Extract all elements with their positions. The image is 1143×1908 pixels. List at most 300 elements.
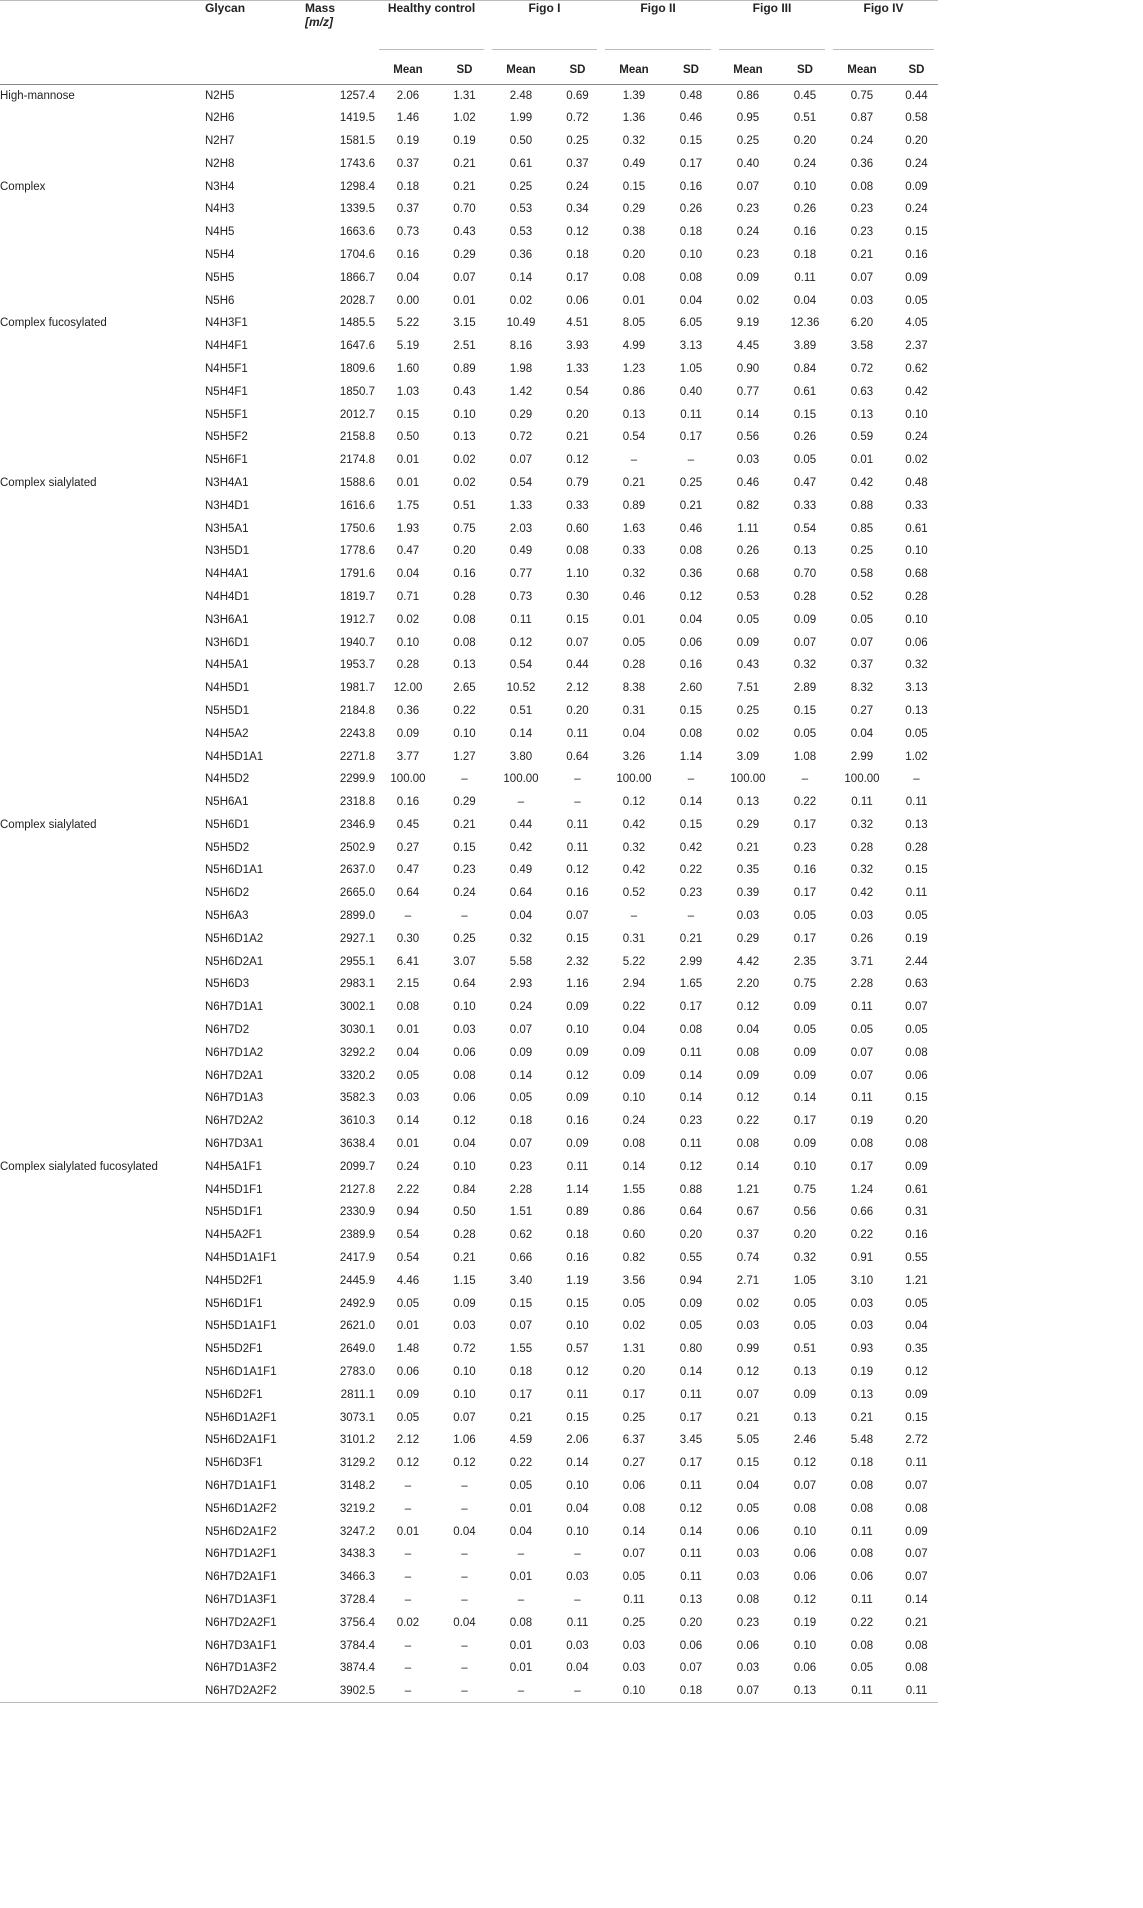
- glycan-cell: N4H5A1: [205, 659, 249, 672]
- category-cell: [0, 1634, 205, 1657]
- figo-iv-mean-cell: 0.63: [850, 385, 874, 398]
- healthy-control-mean-cell: 4.46: [396, 1274, 420, 1287]
- healthy-control-mean-cell: 0.36: [396, 704, 420, 717]
- figo-i-mean-cell: 0.18: [509, 1115, 533, 1128]
- category-cell: [0, 494, 205, 517]
- figo-ii-mean-cell: 0.08: [622, 1502, 646, 1515]
- figo-iii-sd-cell: 0.33: [793, 499, 817, 512]
- figo-iii-sd-cell: 0.10: [793, 180, 817, 193]
- figo-i-sd-cell: 0.33: [566, 499, 589, 512]
- figo-i-mean-cell: 0.02: [509, 294, 533, 307]
- glycan-cell: N4H5D1A1: [205, 750, 264, 763]
- sd-header: SD: [895, 56, 938, 84]
- figo-ii-mean-cell: 0.01: [622, 613, 646, 626]
- table-row: [0, 1224, 938, 1247]
- category-cell: [0, 836, 205, 859]
- table-row: [0, 540, 938, 563]
- glycan-cell: N3H4: [205, 180, 235, 193]
- figo-i-sd-cell: 0.10: [566, 1024, 589, 1037]
- table-row: [0, 1292, 938, 1315]
- figo-iv-mean-cell: 0.11: [851, 1525, 873, 1538]
- figo-iv-sd-cell: 0.28: [905, 841, 928, 854]
- figo-iii-mean-cell: 0.68: [736, 568, 760, 581]
- figo-iii-sd-cell: 0.11: [794, 271, 816, 284]
- glycan-cell: N4H4A1: [205, 568, 249, 581]
- figo-i-sd-cell: 0.12: [566, 864, 589, 877]
- category-cell: [0, 654, 205, 677]
- figo-ii-sd-cell: 0.10: [679, 248, 703, 261]
- figo-i-sd-cell: 0.16: [566, 887, 589, 900]
- category-cell: [0, 1178, 205, 1201]
- figo-i-sd-cell: 0.24: [566, 180, 589, 193]
- figo-ii-mean-cell: 0.33: [622, 545, 646, 558]
- healthy-control-mean-cell: –: [404, 1548, 412, 1561]
- figo-i-sd-cell: 0.15: [566, 932, 589, 945]
- figo-ii-mean-cell: 0.38: [622, 226, 646, 239]
- figo-iv-mean-cell: 0.28: [850, 841, 874, 854]
- figo-iv-mean-cell: 0.05: [850, 1024, 874, 1037]
- glycan-cell: N3H4D1: [205, 499, 250, 512]
- figo-i-mean-cell: 0.05: [509, 1480, 533, 1492]
- category-cell: [0, 608, 205, 631]
- healthy-control-mean-cell: 0.37: [396, 157, 420, 170]
- figo-i-mean-cell: 0.61: [509, 157, 533, 170]
- healthy-control-sd-cell: 1.15: [453, 1274, 476, 1287]
- figo-iii-sd-cell: 0.13: [793, 1366, 817, 1379]
- figo-i-sd-cell: 0.16: [566, 1115, 589, 1128]
- healthy-control-mean-cell: 0.24: [396, 1160, 420, 1173]
- figo-ii-sd-cell: 0.11: [680, 1046, 702, 1059]
- figo-iv-mean-cell: 1.24: [850, 1183, 874, 1196]
- figo-iii-mean-cell: 0.46: [736, 476, 760, 489]
- figo-iv-sd-cell: 0.42: [905, 385, 928, 398]
- category-cell: Complex sialylated fucosylated: [0, 1160, 158, 1173]
- category-cell: [0, 745, 205, 768]
- figo-ii-sd-cell: 0.17: [679, 1457, 703, 1470]
- figo-i-sd-cell: 0.30: [566, 590, 589, 603]
- glycan-cell: N3H5A1: [205, 522, 249, 535]
- figo-i-mean-cell: 0.07: [509, 454, 533, 467]
- healthy-control-sd-cell: 0.21: [453, 180, 476, 193]
- table-row: [0, 1566, 938, 1589]
- figo-iii-mean-cell: 0.35: [736, 864, 760, 877]
- glycan-cell: N5H4F1: [205, 385, 248, 398]
- category-cell: [0, 1315, 205, 1338]
- figo-iv-mean-cell: 3.71: [850, 955, 874, 968]
- figo-iii-sd-cell: 0.13: [781, 1680, 829, 1703]
- figo-i-mean-cell: 0.77: [509, 568, 533, 581]
- table-row: [0, 973, 938, 996]
- mass-cell: 1339.5: [339, 203, 375, 216]
- table-row: [0, 1406, 938, 1429]
- figo-iv-sd-cell: 0.11: [895, 1680, 938, 1703]
- glycan-cell: N5H5D1F1: [205, 1206, 263, 1219]
- category-cell: [0, 289, 205, 312]
- category-cell: [0, 540, 205, 563]
- healthy-control-mean-cell: 0.08: [396, 1001, 420, 1014]
- mass-cell: 2028.7: [339, 294, 375, 307]
- figo-i-mean-cell: 0.04: [509, 910, 533, 923]
- healthy-control-sd-cell: 0.02: [453, 476, 476, 489]
- figo-ii-sd-cell: 0.17: [679, 157, 703, 170]
- mass-cell: 2955.1: [339, 955, 375, 968]
- figo-iv-sd-cell: 0.14: [905, 1593, 928, 1606]
- healthy-control-mean-cell: 6.41: [396, 955, 420, 968]
- mass-cell: 2899.0: [339, 910, 375, 923]
- figo-iii-mean-cell: 0.23: [736, 203, 760, 216]
- mass-cell: 2649.0: [339, 1343, 375, 1356]
- figo-ii-mean-cell: 0.03: [622, 1639, 646, 1652]
- figo-iv-sd-cell: 0.33: [905, 499, 928, 512]
- figo-ii-sd-cell: 2.60: [679, 682, 703, 695]
- healthy-control-mean-cell: 0.47: [396, 545, 420, 558]
- table-row: [0, 244, 938, 267]
- category-cell: [0, 380, 205, 403]
- figo-ii-mean-cell: 0.20: [622, 1366, 646, 1379]
- glycan-cell: N6H7D3A1: [205, 1138, 264, 1151]
- healthy-control-mean-cell: 0.09: [396, 1388, 420, 1401]
- category-cell: [0, 1452, 205, 1475]
- figo-iv-mean-cell: 0.21: [850, 1411, 874, 1424]
- healthy-control-mean-cell: 2.15: [396, 978, 420, 991]
- figo-iv-mean-cell: 0.11: [851, 1001, 873, 1014]
- table-row: [0, 426, 938, 449]
- figo-i-mean-cell: 0.73: [509, 590, 533, 603]
- mass-cell: 3874.4: [339, 1662, 375, 1675]
- figo-iii-sd-cell: 0.09: [793, 1138, 817, 1151]
- figo-i-mean-cell: 0.01: [509, 1639, 533, 1652]
- table-row: [0, 1155, 938, 1178]
- table-row: [0, 722, 938, 745]
- figo-iv-mean-cell: 0.37: [850, 659, 874, 672]
- figo-ii-mean-cell: 0.82: [622, 1252, 646, 1265]
- figo-iii-mean-cell: 100.00: [730, 773, 766, 786]
- figo-iii-mean-cell: 0.04: [736, 1024, 760, 1037]
- figo-ii-sd-cell: 2.99: [679, 955, 703, 968]
- figo-ii-sd-cell: 0.20: [679, 1616, 703, 1629]
- figo-iv-mean-cell: 0.01: [850, 454, 874, 467]
- figo-iv-sd-cell: 0.19: [905, 932, 928, 945]
- figo-ii-mean-cell: 0.14: [622, 1525, 646, 1538]
- figo-ii-sd-cell: 0.23: [679, 1115, 703, 1128]
- healthy-control-sd-cell: 0.13: [453, 659, 476, 672]
- healthy-control-mean-cell: 0.01: [396, 476, 420, 489]
- figo-iii-mean-cell: 0.06: [736, 1525, 760, 1538]
- figo-i-sd-cell: 0.15: [566, 1411, 589, 1424]
- table-row: [0, 403, 938, 426]
- mass-cell: 2389.9: [339, 1229, 375, 1242]
- figo-iii-sd-cell: 0.20: [793, 1229, 817, 1242]
- glycan-cell: N5H6D1F1: [205, 1297, 263, 1310]
- table-row: [0, 1497, 938, 1520]
- figo-iii-sd-cell: 0.06: [793, 1571, 817, 1584]
- figo-ii-mean-cell: 0.06: [622, 1480, 646, 1492]
- figo-iii-sd-cell: –: [801, 773, 809, 786]
- figo-iii-sd-cell: 0.10: [793, 1525, 817, 1538]
- figo-iii-sd-cell: 0.13: [793, 1411, 817, 1424]
- figo-iv-mean-cell: 0.59: [850, 431, 874, 444]
- figo-iii-mean-cell: 0.22: [736, 1115, 760, 1128]
- figo-ii-mean-cell: 0.32: [622, 568, 646, 581]
- figo-i-mean-cell: –: [517, 796, 525, 809]
- healthy-control-sd-cell: 0.07: [453, 1411, 476, 1424]
- figo-iii-sd-cell: 12.36: [790, 317, 820, 330]
- table-row: [0, 745, 938, 768]
- healthy-control-mean-cell: 0.05: [396, 1411, 420, 1424]
- figo-i-mean-cell: 0.04: [509, 1525, 533, 1538]
- healthy-control-sd-cell: 0.51: [453, 499, 476, 512]
- healthy-control-mean-cell: –: [404, 1571, 412, 1584]
- table-row: [0, 335, 938, 358]
- table-row: [0, 1315, 938, 1338]
- figo-i-mean-cell: –: [517, 1548, 525, 1561]
- figo-ii-sd-cell: 0.04: [679, 294, 703, 307]
- figo-ii-mean-cell: 0.15: [622, 180, 646, 193]
- mass-cell: 2318.8: [339, 796, 375, 809]
- figo-ii-mean-cell: 0.42: [622, 864, 646, 877]
- table-row: [0, 631, 938, 654]
- table-row: [0, 1247, 938, 1270]
- figo-ii-sd-cell: 0.08: [679, 545, 703, 558]
- glycan-cell: N6H7D1A3F2: [205, 1662, 277, 1675]
- group-header-healthy-control: Healthy control: [375, 1, 488, 56]
- category-cell: [0, 107, 205, 130]
- figo-ii-mean-cell: 0.46: [622, 590, 646, 603]
- figo-iv-sd-cell: 0.07: [905, 1480, 928, 1492]
- figo-i-mean-cell: 2.03: [509, 522, 533, 535]
- figo-iii-sd-cell: 0.17: [793, 887, 817, 900]
- table-body: [0, 84, 938, 1703]
- figo-i-sd-cell: –: [574, 773, 581, 786]
- table-row: [0, 700, 938, 723]
- healthy-control-sd-cell: 0.08: [453, 1069, 476, 1082]
- healthy-control-sd-cell: 0.12: [453, 1115, 476, 1128]
- figo-iv-sd-cell: 0.09: [905, 1160, 928, 1173]
- figo-i-sd-cell: 0.89: [566, 1206, 589, 1219]
- figo-ii-sd-cell: 0.46: [679, 522, 703, 535]
- figo-iv-sd-cell: 0.13: [905, 818, 928, 831]
- figo-ii-mean-cell: 0.17: [622, 1388, 646, 1401]
- figo-iv-mean-cell: 0.22: [850, 1229, 874, 1242]
- glycan-cell: N5H6D1A2F1: [205, 1411, 277, 1424]
- figo-iii-mean-cell: 0.03: [736, 454, 760, 467]
- figo-i-mean-cell: 0.44: [509, 818, 533, 831]
- figo-i-mean-cell: 4.59: [509, 1434, 533, 1447]
- mass-cell: 3002.1: [339, 1001, 375, 1014]
- category-cell: [0, 244, 205, 267]
- figo-iv-mean-cell: 6.20: [850, 317, 874, 330]
- mean-header: Mean: [601, 56, 667, 84]
- figo-i-mean-cell: 10.49: [506, 317, 536, 330]
- figo-i-sd-cell: –: [554, 1680, 601, 1703]
- glycan-cell: N5H6D2: [205, 887, 250, 900]
- figo-ii-sd-cell: 0.42: [679, 841, 703, 854]
- mean-header: Mean: [715, 56, 781, 84]
- glycan-cell: N5H6D1A1F1: [205, 1366, 277, 1379]
- category-cell: [0, 426, 205, 449]
- figo-i-sd-cell: 0.11: [566, 818, 589, 831]
- figo-ii-mean-cell: 0.89: [622, 499, 646, 512]
- figo-ii-mean-cell: 0.54: [622, 431, 646, 444]
- figo-ii-sd-cell: 0.94: [679, 1274, 703, 1287]
- figo-i-sd-cell: 0.18: [566, 248, 589, 261]
- figo-i-sd-cell: 0.34: [566, 203, 589, 216]
- figo-iv-sd-cell: 0.10: [905, 408, 928, 421]
- mass-cell: 1809.6: [339, 362, 375, 375]
- healthy-control-mean-cell: –: [404, 1480, 412, 1492]
- figo-ii-sd-cell: 0.06: [679, 636, 703, 649]
- figo-iii-mean-cell: 0.77: [736, 385, 760, 398]
- healthy-control-sd-cell: 0.21: [453, 1252, 476, 1265]
- glycan-cell: N6H7D2A2: [205, 1115, 264, 1128]
- figo-i-mean-cell: 3.40: [509, 1274, 533, 1287]
- healthy-control-sd-cell: 0.10: [453, 727, 476, 740]
- mass-cell: 2243.8: [339, 727, 375, 740]
- mass-cell: 2983.1: [339, 978, 375, 991]
- figo-iii-sd-cell: 0.56: [793, 1206, 817, 1219]
- healthy-control-mean-cell: 0.45: [396, 818, 420, 831]
- figo-iii-sd-cell: 0.32: [793, 1252, 817, 1265]
- category-cell: [0, 152, 205, 175]
- table-row: [0, 289, 938, 312]
- figo-ii-mean-cell: 0.24: [622, 1115, 646, 1128]
- glycan-cell: N5H6D3: [205, 978, 250, 991]
- category-cell: [0, 1041, 205, 1064]
- figo-ii-sd-cell: 0.17: [679, 431, 703, 444]
- figo-iii-sd-cell: 0.17: [793, 932, 817, 945]
- mass-cell: 1940.7: [339, 636, 375, 649]
- figo-ii-sd-cell: 0.06: [679, 1639, 703, 1652]
- table-row: [0, 1657, 938, 1680]
- figo-i-mean-cell: 0.07: [509, 1024, 533, 1037]
- healthy-control-mean-cell: –: [404, 910, 412, 923]
- figo-iv-sd-cell: 0.20: [905, 134, 928, 147]
- mass-cell: 2299.9: [339, 773, 375, 786]
- figo-iii-sd-cell: 0.32: [793, 659, 817, 672]
- table-row: [0, 1041, 938, 1064]
- figo-ii-sd-cell: 0.07: [679, 1662, 703, 1675]
- figo-ii-sd-cell: 0.36: [679, 568, 703, 581]
- figo-iv-mean-cell: 0.03: [850, 1320, 874, 1333]
- category-cell: [0, 1338, 205, 1361]
- figo-i-mean-cell: 1.33: [509, 499, 533, 512]
- table-row: [0, 1429, 938, 1452]
- figo-iv-mean-cell: 0.85: [850, 522, 874, 535]
- figo-iv-sd-cell: 0.24: [905, 431, 928, 444]
- figo-i-sd-cell: 0.10: [566, 1320, 589, 1333]
- table-row: [0, 1361, 938, 1384]
- table-row: [0, 1611, 938, 1634]
- figo-i-sd-cell: 0.12: [566, 1069, 589, 1082]
- figo-i-sd-cell: 0.14: [566, 1457, 589, 1470]
- header-row-stats: [0, 56, 938, 84]
- figo-iv-mean-cell: 0.08: [850, 180, 874, 193]
- figo-iv-mean-cell: 0.03: [850, 910, 874, 923]
- healthy-control-sd-cell: 0.04: [453, 1138, 476, 1151]
- figo-iv-mean-cell: 0.03: [850, 1297, 874, 1310]
- glycan-cell: N4H5D2: [205, 773, 250, 786]
- figo-ii-mean-cell: 0.31: [622, 932, 646, 945]
- figo-ii-mean-cell: 8.38: [622, 682, 646, 695]
- glycan-cell: N5H6D1: [205, 818, 250, 831]
- figo-iv-mean-cell: 3.58: [850, 340, 874, 353]
- mass-cell: 2811.1: [340, 1388, 375, 1401]
- figo-ii-sd-cell: 0.20: [679, 1229, 703, 1242]
- figo-iv-sd-cell: 0.58: [905, 112, 928, 125]
- healthy-control-sd-cell: 0.29: [453, 248, 476, 261]
- figo-iv-mean-cell: 3.10: [850, 1274, 874, 1287]
- figo-iii-mean-cell: 0.14: [736, 1160, 760, 1173]
- figo-iii-sd-cell: 0.09: [793, 613, 817, 626]
- figo-iii-sd-cell: 0.13: [793, 545, 817, 558]
- figo-ii-mean-cell: 1.36: [622, 112, 646, 125]
- table-row: [0, 586, 938, 609]
- healthy-control-mean-cell: 0.04: [396, 568, 420, 581]
- mass-cell: 2637.0: [339, 864, 375, 877]
- table-row: [0, 107, 938, 130]
- category-cell: [0, 1019, 205, 1042]
- healthy-control-mean-cell: 3.77: [396, 750, 420, 763]
- figo-iv-mean-cell: 0.26: [850, 932, 874, 945]
- category-cell: [0, 1201, 205, 1224]
- healthy-control-mean-cell: 1.75: [396, 499, 420, 512]
- figo-iv-sd-cell: 0.48: [905, 476, 928, 489]
- mass-cell: 1704.6: [339, 248, 375, 261]
- figo-iii-mean-cell: 5.05: [736, 1434, 760, 1447]
- figo-iv-sd-cell: 1.02: [905, 750, 928, 763]
- category-cell: [0, 586, 205, 609]
- figo-iv-mean-cell: 0.04: [850, 727, 874, 740]
- figo-iv-sd-cell: 0.61: [905, 522, 928, 535]
- figo-ii-sd-cell: 0.88: [679, 1183, 703, 1196]
- figo-iv-sd-cell: 0.10: [905, 545, 928, 558]
- healthy-control-sd-cell: 0.20: [453, 545, 476, 558]
- figo-iv-sd-cell: 0.11: [905, 796, 928, 809]
- table-row: [0, 358, 938, 381]
- category-cell: [0, 1497, 205, 1520]
- figo-ii-mean-cell: 0.28: [622, 659, 646, 672]
- figo-iv-sd-cell: 0.05: [905, 910, 928, 923]
- table-row: [0, 130, 938, 153]
- healthy-control-mean-cell: 0.01: [396, 1138, 420, 1151]
- figo-i-mean-cell: 0.42: [509, 841, 533, 854]
- figo-ii-sd-cell: 0.48: [679, 89, 703, 102]
- figo-i-sd-cell: 0.72: [566, 112, 589, 125]
- figo-i-mean-cell: 0.18: [509, 1366, 533, 1379]
- figo-iii-sd-cell: 0.17: [793, 818, 817, 831]
- figo-i-sd-cell: 0.06: [566, 294, 589, 307]
- figo-ii-sd-cell: 0.21: [679, 499, 703, 512]
- figo-i-mean-cell: 0.64: [509, 887, 533, 900]
- glycan-cell: N5H6D3F1: [205, 1457, 263, 1470]
- figo-ii-mean-cell: 0.14: [622, 1160, 646, 1173]
- figo-ii-sd-cell: 0.18: [667, 1680, 715, 1703]
- table-row: [0, 1087, 938, 1110]
- figo-iii-mean-cell: 0.03: [736, 1571, 760, 1584]
- figo-i-mean-cell: 0.49: [509, 545, 533, 558]
- figo-iii-mean-cell: 0.26: [736, 545, 760, 558]
- healthy-control-mean-cell: 0.16: [396, 796, 420, 809]
- category-cell: [0, 1087, 205, 1110]
- figo-iii-mean-cell: 0.08: [736, 1593, 760, 1606]
- figo-iv-sd-cell: 0.12: [905, 1366, 928, 1379]
- figo-iv-sd-cell: 0.24: [905, 157, 928, 170]
- figo-iv-mean-cell: 0.11: [829, 1680, 895, 1703]
- figo-i-sd-cell: 0.07: [566, 910, 589, 923]
- figo-ii-sd-cell: 0.12: [679, 590, 703, 603]
- figo-iii-mean-cell: 3.09: [736, 750, 760, 763]
- figo-ii-sd-cell: 0.11: [680, 1388, 702, 1401]
